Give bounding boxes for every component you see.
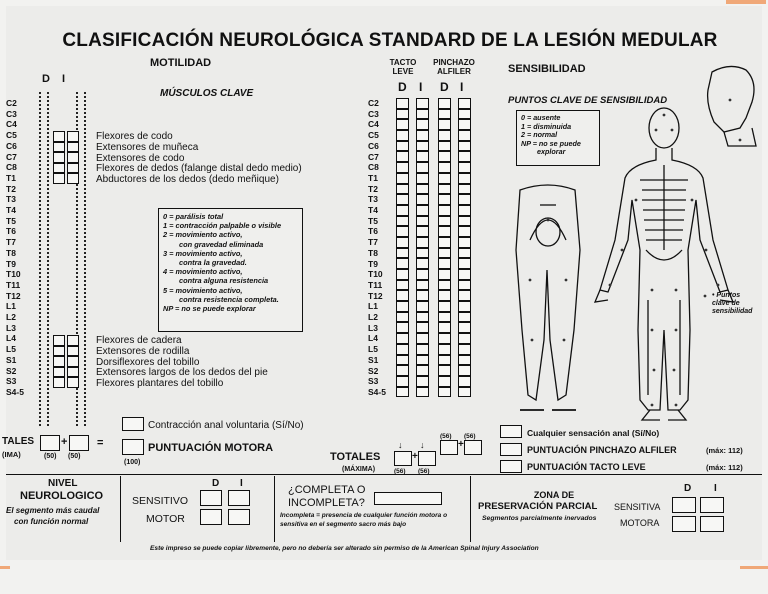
legend-line: 1 = contracción palpable o visible xyxy=(163,221,282,231)
level-label: T8 xyxy=(6,247,16,258)
pinprick-score-box[interactable] xyxy=(500,443,522,456)
motor-score-max: (100) xyxy=(124,459,141,466)
motor-label: MOTOR xyxy=(146,513,185,525)
level-label: L5 xyxy=(6,344,16,355)
puntos-clave-heading: PUNTOS CLAVE DE SENSIBILIDAD xyxy=(508,95,668,106)
max-56: (56) xyxy=(440,433,452,440)
divider xyxy=(120,476,121,542)
legend-line: explorar xyxy=(537,147,566,157)
sensitivo-label: SENSITIVO xyxy=(132,495,189,507)
level-label: T3 xyxy=(368,194,378,205)
sensitiva-label: SENSITIVA xyxy=(614,502,661,512)
level-label: C7 xyxy=(368,151,379,162)
pinprick-score-label: PUNTUACIÓN PINCHAZO ALFILER xyxy=(527,445,677,455)
completa-label-1: ¿COMPLETA O xyxy=(288,484,366,496)
zpp-motor-right-box[interactable] xyxy=(672,516,696,532)
level-label: C8 xyxy=(6,162,17,173)
neurologico-label: NEUROLOGICO xyxy=(20,490,104,502)
level-label: C7 xyxy=(6,151,17,162)
musculos-clave-heading: MÚSCULOS CLAVE xyxy=(160,88,254,99)
level-label: T1 xyxy=(6,172,16,183)
level-label: C3 xyxy=(368,108,379,119)
level-label: S2 xyxy=(368,365,379,376)
muscle-label: Extensores de rodilla xyxy=(96,345,190,357)
level-label: C4 xyxy=(6,119,17,130)
legend-line: 0 = ausente xyxy=(521,113,561,122)
completa-desc-1: Incompleta = presencia de cualquier función motora o xyxy=(280,512,448,519)
sensory-level-left-box[interactable] xyxy=(228,490,250,506)
muscle-label: Abductores de los dedos (dedo meñique) xyxy=(96,174,279,186)
light-touch-score-label: PUNTUACIÓN TACTO LEVE xyxy=(527,462,646,472)
sens-maxima-label: (MÁXIMA) xyxy=(342,466,376,473)
level-label: T5 xyxy=(368,215,378,226)
zona-desc: Segmentos parcialmente inervados xyxy=(482,515,597,522)
level-label: L4 xyxy=(368,333,378,344)
level-label: L2 xyxy=(368,312,378,323)
divider xyxy=(470,476,471,542)
equals-sign: = xyxy=(97,437,104,449)
sensory-level-right-box[interactable] xyxy=(200,490,222,506)
divider xyxy=(274,476,275,542)
completa-desc-2: sensitiva en el segmento sacro más bajo xyxy=(280,521,407,528)
level-label: C3 xyxy=(6,108,17,119)
level-label: C6 xyxy=(368,140,379,151)
pinchazo-alfiler-heading: PINCHAZO ALFILER xyxy=(433,58,475,76)
level-label: T12 xyxy=(368,290,383,301)
level-label: L5 xyxy=(368,344,378,355)
nivel-label: NIVEL xyxy=(48,478,78,489)
max-56: (56) xyxy=(418,468,430,475)
level-label: L3 xyxy=(368,322,378,333)
level-label: C4 xyxy=(368,119,379,130)
max-56: (56) xyxy=(394,468,406,475)
level-label: T2 xyxy=(368,183,378,194)
muscle-label: Extensores de muñeca xyxy=(96,141,199,153)
level-label: T9 xyxy=(6,258,16,269)
level-label: L1 xyxy=(6,301,16,312)
legend-line: 1 = disminuida xyxy=(521,121,572,131)
motor-max-left: (50) xyxy=(68,453,81,460)
level-label: T9 xyxy=(368,258,378,269)
motor-col-i-label: I xyxy=(62,73,66,85)
level-label: S4-5 xyxy=(368,386,386,397)
level-label: C5 xyxy=(6,130,17,141)
level-label: T8 xyxy=(368,247,378,258)
level-label: T12 xyxy=(6,290,21,301)
legend-line: contra resistencia completa. xyxy=(179,294,279,304)
light-touch-total-left[interactable] xyxy=(418,451,436,466)
zpp-sensory-right-box[interactable] xyxy=(672,497,696,513)
level-label: S4-5 xyxy=(6,386,24,397)
muscle-label: Flexores plantares del tobillo xyxy=(96,378,224,390)
motor-max-right: (50) xyxy=(44,453,57,460)
motor-totales-label: TALES xyxy=(2,436,35,447)
muscle-label: Extensores largos de los dedos del pie xyxy=(96,367,268,379)
legend-line: 5 = movimiento activo, xyxy=(163,285,243,295)
light-touch-score-max: (máx: 112) xyxy=(706,463,743,472)
plus-sign: + xyxy=(412,451,418,462)
arrow-down: ↓ xyxy=(420,440,425,450)
sens-tacto-i-label: I xyxy=(419,80,423,94)
completa-label-2: INCOMPLETA? xyxy=(288,497,365,509)
level-label: S2 xyxy=(6,365,17,376)
zpp-motor-left-box[interactable] xyxy=(700,516,724,532)
level-label: L2 xyxy=(6,312,16,323)
legend-line: 0 = parálisis total xyxy=(163,212,224,221)
zona-label-1: ZONA DE xyxy=(533,490,575,500)
level-i-label: I xyxy=(240,478,243,489)
level-label: L1 xyxy=(368,301,378,312)
level-label: T11 xyxy=(6,279,21,290)
level-label: C6 xyxy=(6,140,17,151)
legend-line: contra la gravedad. xyxy=(179,258,247,268)
level-label: C2 xyxy=(368,98,379,108)
zona-i-label: I xyxy=(714,483,717,494)
motor-maxima-label: (IMA) xyxy=(2,450,21,459)
motor-level-right-box[interactable] xyxy=(200,509,222,525)
muscle-label: Flexores de codo xyxy=(96,131,173,142)
level-label: C5 xyxy=(368,130,379,141)
tacto-leve-heading: TACTO LEVE xyxy=(389,58,417,76)
legend-line: 4 = movimiento activo, xyxy=(163,267,243,277)
muscle-label: Extensores de codo xyxy=(96,152,185,164)
level-label: S1 xyxy=(368,354,379,365)
zona-label-2: PRESERVACIÓN PARCIAL xyxy=(478,501,598,512)
legend-line: 2 = normal xyxy=(521,130,558,140)
level-label: C2 xyxy=(6,98,17,108)
level-label: T6 xyxy=(368,226,378,237)
zona-d-label: D xyxy=(684,483,692,494)
level-label: T7 xyxy=(6,237,16,248)
plus-sign: + xyxy=(61,436,68,448)
nivel-desc-2: con función normal xyxy=(14,517,89,526)
max-56: (56) xyxy=(464,433,476,440)
level-label: T4 xyxy=(368,205,378,216)
note-line: clave de xyxy=(712,300,740,307)
level-label: L3 xyxy=(6,322,16,333)
level-label: S3 xyxy=(6,376,17,387)
sens-pin-i-label: I xyxy=(460,80,464,94)
legend-line: contra alguna resistencia xyxy=(179,276,269,286)
level-label: T1 xyxy=(368,172,378,183)
motilidad-heading: MOTILIDAD xyxy=(150,57,212,69)
motor-score-label: PUNTUACIÓN MOTORA xyxy=(148,442,274,454)
arrow-down: ↓ xyxy=(398,440,403,450)
sens-pin-d-label: D xyxy=(440,80,449,94)
footer-note: Este impreso se puede copiar libremente, pero no debería ser alterado sin permiso de la American Spinal Injury Association xyxy=(150,545,539,552)
motor-col-d-label: D xyxy=(42,73,50,85)
level-label: L4 xyxy=(6,333,16,344)
sens-tacto-d-label: D xyxy=(398,80,407,94)
level-label: T7 xyxy=(368,237,378,248)
anal-sensation-label: Cualquier sensación anal (Sí/No) xyxy=(527,428,660,438)
legend-line: NP = no se puede explorar xyxy=(163,304,256,314)
note-line: • Puntos xyxy=(712,292,741,299)
muscle-label: Flexores de dedos (falange distal dedo medio) xyxy=(96,163,302,175)
legend-line: 2 = movimiento activo, xyxy=(163,230,243,240)
sens-totales-label: TOTALES xyxy=(330,451,381,463)
pinprick-score-max: (máx: 112) xyxy=(706,446,743,455)
legend-line: 3 = movimiento activo, xyxy=(163,248,243,258)
anal-sensation-box[interactable] xyxy=(500,425,522,438)
legend-line: NP = no se puede xyxy=(521,138,581,148)
light-touch-total-right[interactable] xyxy=(394,451,412,466)
completeness-box[interactable] xyxy=(374,492,442,505)
level-label: T3 xyxy=(6,194,16,205)
level-label: S1 xyxy=(6,354,17,365)
level-label: T10 xyxy=(368,269,383,280)
anal-contraction-label: Contracción anal voluntaria (Sí/No) xyxy=(148,420,304,431)
nivel-desc-1: El segmento más caudal xyxy=(6,506,100,515)
level-label: C8 xyxy=(368,162,379,173)
zpp-sensory-left-box[interactable] xyxy=(700,497,724,513)
legend-line: con gravedad eliminada xyxy=(179,239,264,249)
level-label: S3 xyxy=(368,376,379,387)
light-touch-score-box[interactable] xyxy=(500,460,522,473)
muscle-label: Dorsiflexores del tobillo xyxy=(96,356,200,368)
plus-sign: + xyxy=(458,439,464,450)
level-label: T5 xyxy=(6,215,16,226)
level-label: T4 xyxy=(6,205,16,216)
note-line: sensibilidad xyxy=(712,308,753,315)
level-label: T2 xyxy=(6,183,16,194)
form-title: CLASIFICACIÓN NEUROLÓGICA STANDARD DE LA LESIÓN MEDULAR xyxy=(62,30,718,51)
muscle-label: Flexores de cadera xyxy=(96,335,182,346)
level-label: T11 xyxy=(368,279,383,290)
motora-label: MOTORA xyxy=(620,518,660,528)
level-label: T10 xyxy=(6,269,21,280)
motor-level-left-box[interactable] xyxy=(228,509,250,525)
sensibilidad-heading: SENSIBILIDAD xyxy=(508,63,586,75)
level-label: T6 xyxy=(6,226,16,237)
level-d-label: D xyxy=(212,478,220,489)
